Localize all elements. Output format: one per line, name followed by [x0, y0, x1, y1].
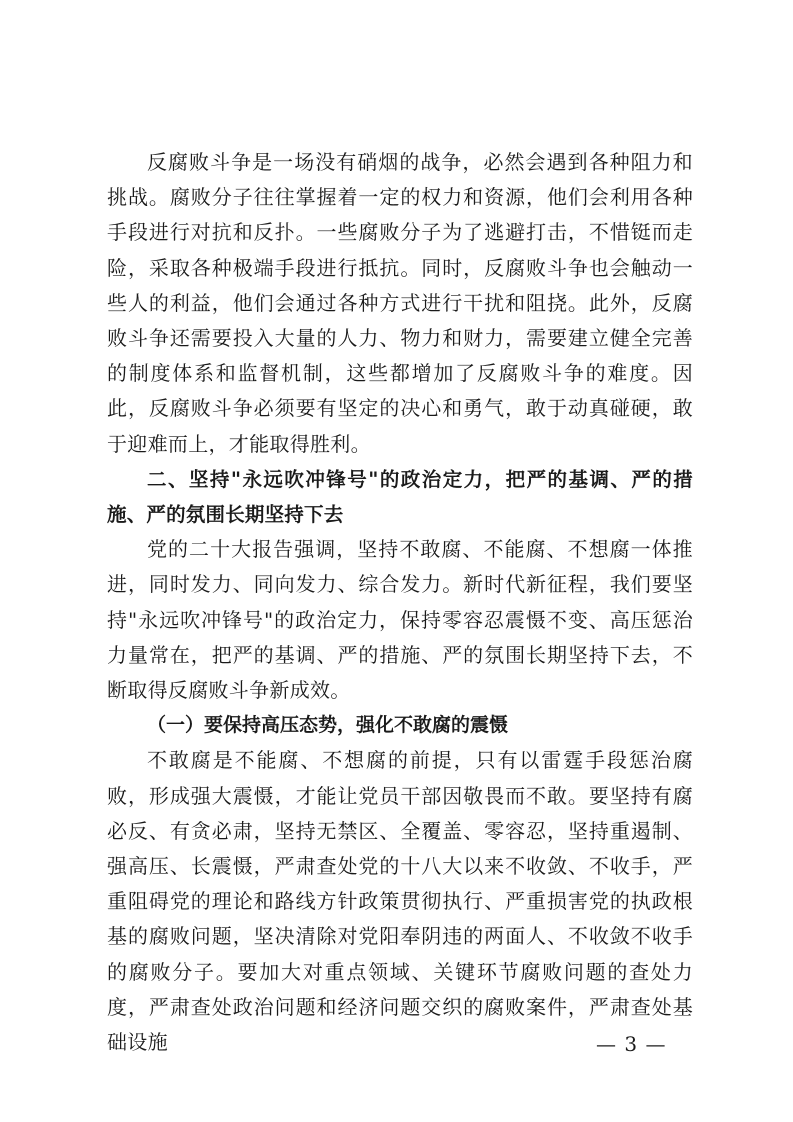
body-paragraph: 不敢腐是不能腐、不想腐的前提，只有以雷霆手段惩治腐败，形成强大震慑，才能让党员干部因敬畏而不敢。要坚持有腐必反、有贪必肃，坚持无禁区、全覆盖、零容忍，坚持重遏制、强高压、长震慑，严肃查处党的十八大以来不收敛、不收手，严重阻碍党的理论和路线方针政策贯彻执行、严重损害党的执政根基的腐败问题，坚决清除对党阳奉阴违的两面人、不收敛不收手的腐败分子。要加大对重点领域、关键环节腐败问题的查处力度，严肃查处政治问题和经济问题交织的腐败案件，严肃查处基础设施 — [107, 748, 693, 1055]
body-paragraph: 党的二十大报告强调，坚持不敢腐、不能腐、不想腐一体推进，同时发力、同向发力、综合发力。新时代新征程，我们要坚持"永远吹冲锋号"的政治定力，保持零容忍震慑不变、高压惩治力量常在，把严的基调、严的措施、严的氛围长期坚持下去，不断取得反腐败斗争新成效。 — [107, 537, 693, 703]
page-number: — 3 — — [596, 1032, 667, 1056]
subsection-heading: （一）要保持高压态势，强化不敢腐的震慑 — [147, 714, 509, 737]
document-body — [107, 145, 693, 1060]
body-paragraph: 反腐败斗争是一场没有硝烟的战争，必然会遇到各种阻力和挑战。腐败分子往往掌握着一定的权力和资源，他们会利用各种手段进行对抗和反扑。一些腐败分子为了逃避打击，不惜铤而走险，采取各种极端手段进行抵抗。同时，反腐败斗争也会触动一些人的利益，他们会通过各种方式进行干扰和阻挠。此外，反腐败斗争还需要投入大量的人力、物力和财力，需要建立健全完善的制度体系和监督机制，这些都增加了反腐败斗争的难度。因此，反腐败斗争必须要有坚定的决心和勇气，敢于动真碰硬，敢于迎难而上，才能取得胜利。 — [107, 150, 693, 456]
section-heading: 二、坚持"永远吹冲锋号"的政治定力，把严的基调、严的措施、严的氛围长期坚持下去 — [107, 467, 693, 527]
